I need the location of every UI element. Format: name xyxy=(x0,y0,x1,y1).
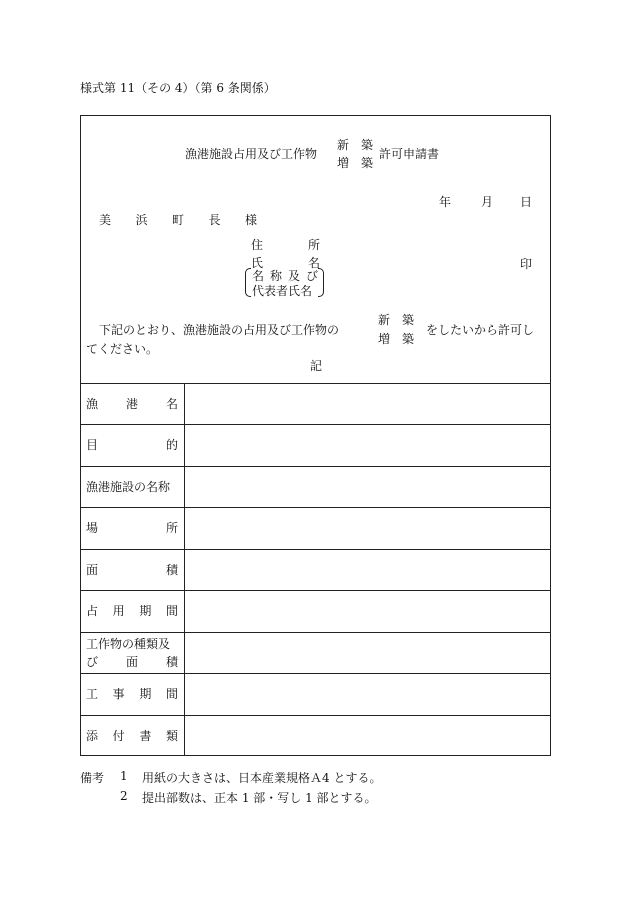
row-divider xyxy=(80,715,551,716)
label-char: 面 xyxy=(125,655,138,669)
row-divider xyxy=(80,673,551,674)
row-divider xyxy=(80,632,551,633)
label-text: 工作物の種類及 xyxy=(86,637,171,651)
label-char: 漁 xyxy=(86,397,99,411)
date-day: 日 xyxy=(520,195,533,209)
label-char: び xyxy=(86,655,99,669)
row-label-fishing-port-name xyxy=(86,395,178,413)
title-suffix: 許可申請書 xyxy=(379,147,440,161)
corp-bracket-left xyxy=(245,268,251,297)
row-label-area xyxy=(86,561,178,579)
addressee-char: 長 xyxy=(208,213,221,227)
row-label-location xyxy=(86,519,178,537)
label-char: 工 xyxy=(86,687,99,701)
label-char: 称 xyxy=(269,269,282,283)
title-stack-bottom: 増 築 xyxy=(337,156,374,170)
request-text-line2: てください。 xyxy=(86,342,159,356)
row-label-attachments xyxy=(86,727,178,745)
request-text-after: をしたいから許可し xyxy=(426,323,535,337)
addressee-char: 美 xyxy=(99,213,112,227)
label-char: 面 xyxy=(86,563,99,577)
date-month: 月 xyxy=(481,195,494,209)
addressee-char: 町 xyxy=(171,213,184,227)
label-char: 期 xyxy=(139,687,152,701)
label-char: 付 xyxy=(112,729,125,743)
note-number: 1 xyxy=(120,769,128,783)
addressee xyxy=(99,211,257,228)
note-text: 提出部数は、正本 1 部・写し 1 部とする。 xyxy=(142,791,377,805)
notes-heading: 備考 xyxy=(80,771,105,785)
label-char: 的 xyxy=(165,438,178,452)
note-number: 2 xyxy=(120,789,128,803)
addressee-char: 様 xyxy=(244,213,257,227)
request-stack-top: 新 築 xyxy=(378,313,415,327)
corp-bracket-right xyxy=(318,268,324,297)
label-char: 用 xyxy=(112,604,125,618)
note-text: 用紙の大きさは、日本産業規格Ａ4 とする。 xyxy=(142,771,382,785)
title-prefix: 漁港施設占用及び工作物 xyxy=(185,147,318,161)
label-char: 期 xyxy=(139,604,152,618)
label-char: 氏 xyxy=(251,256,264,270)
label-char: 添 xyxy=(86,729,99,743)
request-text: 下記のとおり、漁港施設の占用及び工作物の xyxy=(99,323,340,337)
label-char: 積 xyxy=(165,655,178,669)
title-stack-top: 新 築 xyxy=(337,138,374,152)
row-divider xyxy=(80,424,551,425)
row-divider xyxy=(80,507,551,508)
row-divider xyxy=(80,466,551,467)
row-label-facility-name xyxy=(86,478,178,496)
date-year: 年 xyxy=(439,195,452,209)
label-char: 書 xyxy=(139,729,152,743)
label-char: 場 xyxy=(86,521,99,535)
representative-label: 代表者氏名 xyxy=(252,284,313,298)
label-char: 港 xyxy=(125,397,138,411)
label-char: 所 xyxy=(165,521,178,535)
label-char: 名 xyxy=(252,269,265,283)
label-char: 間 xyxy=(165,687,178,701)
row-label-occupancy-period xyxy=(86,602,178,620)
label-char: 及 xyxy=(287,269,300,283)
request-stack-bottom: 増 築 xyxy=(378,332,415,346)
row-label-structure-type-line2 xyxy=(86,653,178,671)
seal-mark: 印 xyxy=(520,257,533,271)
row-divider xyxy=(80,383,551,384)
label-char: 名 xyxy=(165,397,178,411)
label-char: 目 xyxy=(86,438,99,452)
label-text: 漁港施設の名称 xyxy=(86,480,171,494)
label-char: 事 xyxy=(112,687,125,701)
label-char: 占 xyxy=(86,604,99,618)
label-char: 間 xyxy=(165,604,178,618)
label-char: び xyxy=(305,269,318,283)
label-char: 所 xyxy=(307,238,320,252)
row-divider xyxy=(80,549,551,550)
label-char: 類 xyxy=(165,729,178,743)
label-char: 住 xyxy=(251,238,264,252)
label-char: 積 xyxy=(165,563,178,577)
row-label-structure-type-line1 xyxy=(86,635,178,653)
address-label xyxy=(251,236,320,253)
row-label-purpose xyxy=(86,436,178,454)
addressee-char: 浜 xyxy=(135,213,148,227)
form-number: 様式第 11（その 4）（第 6 条関係） xyxy=(80,81,276,95)
ki-heading: 記 xyxy=(310,359,323,373)
row-divider xyxy=(80,590,551,591)
label-char: 名 xyxy=(307,256,320,270)
row-label-construction-period xyxy=(86,685,178,703)
column-divider xyxy=(184,383,185,756)
